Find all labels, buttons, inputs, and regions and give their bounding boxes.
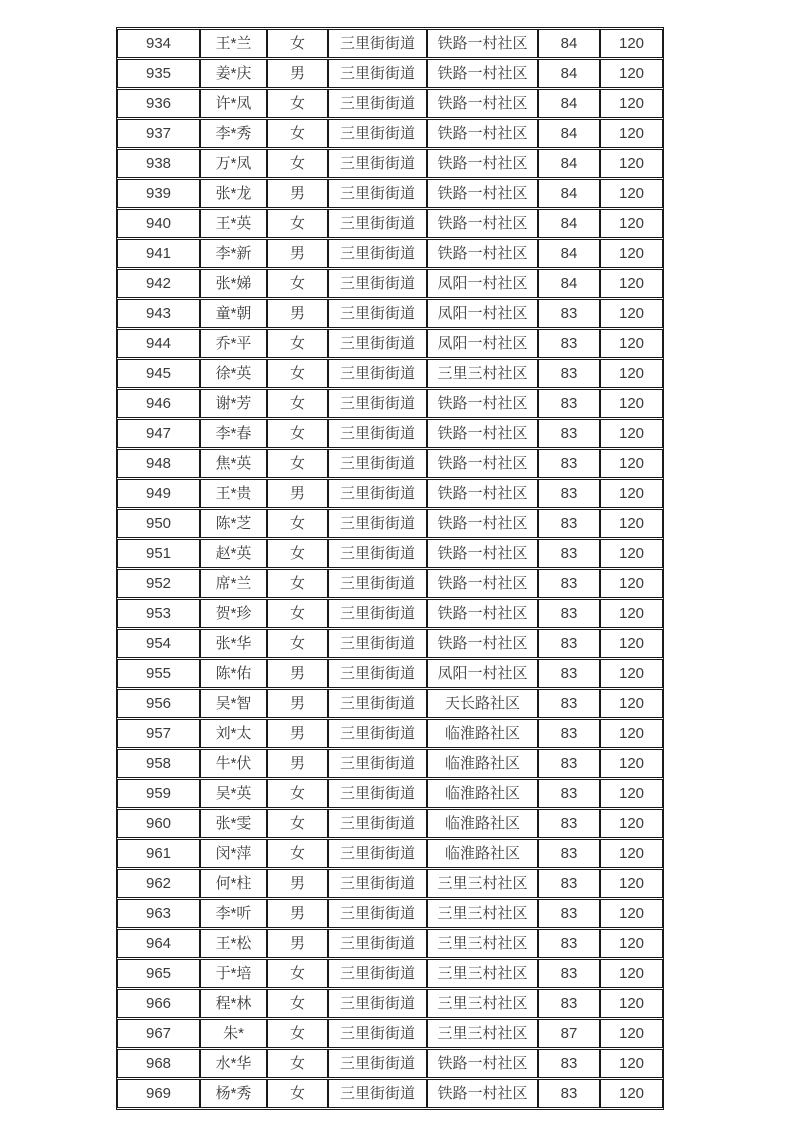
cell-community: 凤阳一村社区 [427, 299, 538, 328]
cell-gender: 女 [267, 509, 328, 538]
cell-full-score: 120 [600, 389, 663, 418]
table-row [117, 869, 663, 898]
cell-gender: 男 [267, 899, 328, 928]
cell-name: 许*凤 [200, 89, 267, 118]
cell-community: 铁路一村社区 [427, 389, 538, 418]
cell-name: 张*娣 [200, 269, 267, 298]
table-row [117, 989, 663, 1018]
cell-street: 三里街街道 [328, 989, 427, 1018]
table-row [117, 569, 663, 598]
cell-serial-number: 947 [117, 419, 200, 448]
cell-community: 铁路一村社区 [427, 119, 538, 148]
cell-gender: 男 [267, 239, 328, 268]
cell-street: 三里街街道 [328, 149, 427, 178]
cell-full-score: 120 [600, 989, 663, 1018]
table-row [117, 599, 663, 628]
cell-full-score: 120 [600, 539, 663, 568]
cell-full-score: 120 [600, 1049, 663, 1078]
cell-community: 铁路一村社区 [427, 59, 538, 88]
table-row [117, 449, 663, 478]
table-row [117, 359, 663, 388]
cell-score: 83 [538, 929, 600, 958]
table-body [117, 29, 663, 1108]
cell-serial-number: 953 [117, 599, 200, 628]
table-row [117, 89, 663, 118]
cell-street: 三里街街道 [328, 659, 427, 688]
cell-community: 铁路一村社区 [427, 179, 538, 208]
cell-serial-number: 965 [117, 959, 200, 988]
cell-score: 83 [538, 629, 600, 658]
cell-community: 铁路一村社区 [427, 1049, 538, 1078]
cell-community: 铁路一村社区 [427, 1079, 538, 1108]
cell-street: 三里街街道 [328, 299, 427, 328]
cell-serial-number: 948 [117, 449, 200, 478]
cell-name: 吴*英 [200, 779, 267, 808]
cell-serial-number: 958 [117, 749, 200, 778]
cell-gender: 女 [267, 119, 328, 148]
table-row [117, 479, 663, 508]
cell-serial-number: 959 [117, 779, 200, 808]
cell-full-score: 120 [600, 689, 663, 718]
cell-gender: 女 [267, 419, 328, 448]
cell-full-score: 120 [600, 599, 663, 628]
cell-serial-number: 967 [117, 1019, 200, 1048]
table-row [117, 269, 663, 298]
cell-community: 铁路一村社区 [427, 599, 538, 628]
cell-gender: 女 [267, 569, 328, 598]
cell-serial-number: 945 [117, 359, 200, 388]
cell-full-score: 120 [600, 1079, 663, 1108]
table-row [117, 509, 663, 538]
cell-full-score: 120 [600, 929, 663, 958]
cell-gender: 女 [267, 629, 328, 658]
cell-name: 乔*平 [200, 329, 267, 358]
cell-serial-number: 936 [117, 89, 200, 118]
cell-street: 三里街街道 [328, 269, 427, 298]
cell-score: 84 [538, 89, 600, 118]
cell-full-score: 120 [600, 809, 663, 838]
cell-score: 83 [538, 959, 600, 988]
table-row [117, 59, 663, 88]
cell-street: 三里街街道 [328, 419, 427, 448]
table-row [117, 1079, 663, 1108]
cell-street: 三里街街道 [328, 359, 427, 388]
cell-street: 三里街街道 [328, 449, 427, 478]
cell-gender: 女 [267, 539, 328, 568]
cell-full-score: 120 [600, 269, 663, 298]
cell-street: 三里街街道 [328, 59, 427, 88]
table-row [117, 209, 663, 238]
cell-full-score: 120 [600, 419, 663, 448]
cell-serial-number: 935 [117, 59, 200, 88]
cell-gender: 女 [267, 1049, 328, 1078]
cell-community: 临淮路社区 [427, 839, 538, 868]
cell-name: 张*华 [200, 629, 267, 658]
cell-street: 三里街街道 [328, 209, 427, 238]
cell-full-score: 120 [600, 299, 663, 328]
cell-street: 三里街街道 [328, 1019, 427, 1048]
cell-community: 铁路一村社区 [427, 209, 538, 238]
cell-full-score: 120 [600, 89, 663, 118]
cell-full-score: 120 [600, 899, 663, 928]
cell-gender: 男 [267, 869, 328, 898]
cell-street: 三里街街道 [328, 479, 427, 508]
cell-serial-number: 957 [117, 719, 200, 748]
cell-score: 84 [538, 149, 600, 178]
cell-gender: 男 [267, 719, 328, 748]
cell-name: 闵*萍 [200, 839, 267, 868]
table-row [117, 689, 663, 718]
cell-full-score: 120 [600, 779, 663, 808]
cell-name: 张*雯 [200, 809, 267, 838]
cell-serial-number: 934 [117, 29, 200, 58]
cell-community: 三里三村社区 [427, 899, 538, 928]
cell-community: 铁路一村社区 [427, 89, 538, 118]
cell-community: 铁路一村社区 [427, 449, 538, 478]
table-row [117, 419, 663, 448]
cell-full-score: 120 [600, 239, 663, 268]
cell-score: 83 [538, 599, 600, 628]
cell-score: 83 [538, 749, 600, 778]
cell-serial-number: 937 [117, 119, 200, 148]
cell-gender: 男 [267, 59, 328, 88]
cell-community: 三里三村社区 [427, 959, 538, 988]
cell-community: 凤阳一村社区 [427, 659, 538, 688]
cell-gender: 女 [267, 449, 328, 478]
cell-street: 三里街街道 [328, 899, 427, 928]
cell-full-score: 120 [600, 659, 663, 688]
cell-name: 贺*珍 [200, 599, 267, 628]
cell-gender: 男 [267, 479, 328, 508]
cell-score: 83 [538, 689, 600, 718]
cell-score: 83 [538, 569, 600, 598]
cell-score: 83 [538, 869, 600, 898]
table-row [117, 749, 663, 778]
cell-score: 83 [538, 479, 600, 508]
cell-name: 牛*伏 [200, 749, 267, 778]
table-row [117, 29, 663, 58]
cell-score: 83 [538, 809, 600, 838]
cell-name: 姜*庆 [200, 59, 267, 88]
cell-serial-number: 949 [117, 479, 200, 508]
table-row [117, 239, 663, 268]
cell-street: 三里街街道 [328, 629, 427, 658]
cell-gender: 女 [267, 599, 328, 628]
cell-street: 三里街街道 [328, 689, 427, 718]
cell-community: 临淮路社区 [427, 749, 538, 778]
cell-full-score: 120 [600, 839, 663, 868]
cell-gender: 女 [267, 389, 328, 418]
cell-gender: 女 [267, 149, 328, 178]
cell-serial-number: 942 [117, 269, 200, 298]
cell-gender: 男 [267, 179, 328, 208]
cell-name: 童*朝 [200, 299, 267, 328]
cell-name: 李*听 [200, 899, 267, 928]
cell-street: 三里街街道 [328, 389, 427, 418]
cell-street: 三里街街道 [328, 779, 427, 808]
cell-score: 84 [538, 269, 600, 298]
cell-score: 83 [538, 359, 600, 388]
cell-community: 铁路一村社区 [427, 569, 538, 598]
cell-street: 三里街街道 [328, 509, 427, 538]
cell-name: 杨*秀 [200, 1079, 267, 1108]
table-row [117, 839, 663, 868]
cell-name: 王*英 [200, 209, 267, 238]
cell-gender: 女 [267, 989, 328, 1018]
cell-gender: 男 [267, 659, 328, 688]
cell-serial-number: 941 [117, 239, 200, 268]
cell-street: 三里街街道 [328, 179, 427, 208]
cell-full-score: 120 [600, 749, 663, 778]
cell-street: 三里街街道 [328, 869, 427, 898]
cell-community: 铁路一村社区 [427, 149, 538, 178]
cell-community: 铁路一村社区 [427, 239, 538, 268]
cell-serial-number: 961 [117, 839, 200, 868]
table-row [117, 659, 663, 688]
cell-name: 李*春 [200, 419, 267, 448]
cell-street: 三里街街道 [328, 539, 427, 568]
cell-score: 84 [538, 119, 600, 148]
cell-name: 水*华 [200, 1049, 267, 1078]
cell-name: 刘*太 [200, 719, 267, 748]
cell-full-score: 120 [600, 179, 663, 208]
cell-serial-number: 960 [117, 809, 200, 838]
cell-community: 铁路一村社区 [427, 509, 538, 538]
cell-street: 三里街街道 [328, 599, 427, 628]
cell-community: 临淮路社区 [427, 809, 538, 838]
cell-gender: 女 [267, 89, 328, 118]
cell-full-score: 120 [600, 569, 663, 598]
cell-name: 李*秀 [200, 119, 267, 148]
cell-serial-number: 963 [117, 899, 200, 928]
cell-gender: 女 [267, 1079, 328, 1108]
roster-table [116, 27, 664, 1110]
table-row [117, 719, 663, 748]
cell-gender: 女 [267, 779, 328, 808]
cell-name: 朱* [200, 1019, 267, 1048]
cell-gender: 女 [267, 329, 328, 358]
table-row [117, 149, 663, 178]
table-row [117, 1049, 663, 1078]
cell-full-score: 120 [600, 869, 663, 898]
cell-community: 铁路一村社区 [427, 479, 538, 508]
cell-serial-number: 969 [117, 1079, 200, 1108]
cell-score: 83 [538, 989, 600, 1018]
cell-community: 三里三村社区 [427, 989, 538, 1018]
cell-gender: 女 [267, 1019, 328, 1048]
cell-full-score: 120 [600, 149, 663, 178]
cell-gender: 女 [267, 29, 328, 58]
cell-name: 王*贵 [200, 479, 267, 508]
cell-community: 临淮路社区 [427, 719, 538, 748]
cell-serial-number: 951 [117, 539, 200, 568]
cell-score: 83 [538, 389, 600, 418]
cell-name: 徐*英 [200, 359, 267, 388]
cell-gender: 女 [267, 839, 328, 868]
cell-community: 三里三村社区 [427, 1019, 538, 1048]
cell-name: 张*龙 [200, 179, 267, 208]
cell-score: 84 [538, 239, 600, 268]
cell-community: 铁路一村社区 [427, 29, 538, 58]
cell-full-score: 120 [600, 449, 663, 478]
cell-gender: 女 [267, 269, 328, 298]
cell-community: 三里三村社区 [427, 869, 538, 898]
cell-score: 83 [538, 299, 600, 328]
cell-serial-number: 940 [117, 209, 200, 238]
cell-name: 吴*智 [200, 689, 267, 718]
table-row [117, 119, 663, 148]
cell-street: 三里街街道 [328, 1049, 427, 1078]
cell-community: 铁路一村社区 [427, 539, 538, 568]
cell-full-score: 120 [600, 1019, 663, 1048]
table-row [117, 629, 663, 658]
cell-street: 三里街街道 [328, 839, 427, 868]
table-row [117, 539, 663, 568]
cell-serial-number: 966 [117, 989, 200, 1018]
cell-name: 李*新 [200, 239, 267, 268]
table-row [117, 959, 663, 988]
cell-street: 三里街街道 [328, 719, 427, 748]
cell-street: 三里街街道 [328, 1079, 427, 1108]
cell-community: 凤阳一村社区 [427, 329, 538, 358]
cell-serial-number: 955 [117, 659, 200, 688]
cell-serial-number: 952 [117, 569, 200, 598]
cell-street: 三里街街道 [328, 329, 427, 358]
cell-community: 三里三村社区 [427, 929, 538, 958]
cell-name: 赵*英 [200, 539, 267, 568]
table-row [117, 779, 663, 808]
cell-community: 临淮路社区 [427, 779, 538, 808]
cell-full-score: 120 [600, 359, 663, 388]
cell-gender: 女 [267, 809, 328, 838]
table-row [117, 809, 663, 838]
cell-street: 三里街街道 [328, 239, 427, 268]
cell-full-score: 120 [600, 629, 663, 658]
table-row [117, 929, 663, 958]
cell-community: 铁路一村社区 [427, 419, 538, 448]
table-row [117, 1019, 663, 1048]
cell-score: 84 [538, 29, 600, 58]
cell-name: 程*林 [200, 989, 267, 1018]
cell-score: 83 [538, 449, 600, 478]
cell-serial-number: 954 [117, 629, 200, 658]
cell-serial-number: 938 [117, 149, 200, 178]
cell-community: 三里三村社区 [427, 359, 538, 388]
cell-serial-number: 944 [117, 329, 200, 358]
cell-gender: 女 [267, 359, 328, 388]
cell-name: 何*柱 [200, 869, 267, 898]
cell-full-score: 120 [600, 719, 663, 748]
cell-full-score: 120 [600, 329, 663, 358]
cell-score: 83 [538, 329, 600, 358]
cell-full-score: 120 [600, 119, 663, 148]
table-row [117, 179, 663, 208]
table-row [117, 329, 663, 358]
cell-name: 谢*芳 [200, 389, 267, 418]
cell-gender: 男 [267, 689, 328, 718]
cell-street: 三里街街道 [328, 929, 427, 958]
cell-street: 三里街街道 [328, 89, 427, 118]
cell-serial-number: 962 [117, 869, 200, 898]
cell-score: 83 [538, 899, 600, 928]
cell-community: 铁路一村社区 [427, 629, 538, 658]
cell-serial-number: 946 [117, 389, 200, 418]
cell-name: 陈*芝 [200, 509, 267, 538]
cell-score: 83 [538, 1049, 600, 1078]
cell-gender: 男 [267, 929, 328, 958]
cell-score: 83 [538, 1079, 600, 1108]
cell-gender: 男 [267, 299, 328, 328]
cell-score: 87 [538, 1019, 600, 1048]
cell-street: 三里街街道 [328, 119, 427, 148]
cell-street: 三里街街道 [328, 569, 427, 598]
cell-street: 三里街街道 [328, 749, 427, 778]
cell-score: 83 [538, 419, 600, 448]
cell-score: 83 [538, 839, 600, 868]
cell-name: 陈*佑 [200, 659, 267, 688]
cell-gender: 男 [267, 749, 328, 778]
cell-name: 于*培 [200, 959, 267, 988]
cell-community: 天长路社区 [427, 689, 538, 718]
cell-serial-number: 968 [117, 1049, 200, 1078]
cell-serial-number: 956 [117, 689, 200, 718]
cell-serial-number: 939 [117, 179, 200, 208]
cell-full-score: 120 [600, 59, 663, 88]
cell-score: 83 [538, 719, 600, 748]
cell-street: 三里街街道 [328, 29, 427, 58]
cell-name: 万*凤 [200, 149, 267, 178]
cell-serial-number: 943 [117, 299, 200, 328]
cell-score: 83 [538, 659, 600, 688]
cell-gender: 女 [267, 209, 328, 238]
cell-full-score: 120 [600, 959, 663, 988]
cell-score: 84 [538, 59, 600, 88]
cell-name: 王*兰 [200, 29, 267, 58]
cell-name: 席*兰 [200, 569, 267, 598]
cell-score: 83 [538, 539, 600, 568]
cell-full-score: 120 [600, 29, 663, 58]
cell-name: 王*松 [200, 929, 267, 958]
cell-serial-number: 964 [117, 929, 200, 958]
table-row [117, 299, 663, 328]
cell-score: 84 [538, 179, 600, 208]
cell-full-score: 120 [600, 509, 663, 538]
cell-full-score: 120 [600, 209, 663, 238]
cell-score: 83 [538, 779, 600, 808]
cell-community: 凤阳一村社区 [427, 269, 538, 298]
cell-full-score: 120 [600, 479, 663, 508]
cell-score: 83 [538, 509, 600, 538]
cell-name: 焦*英 [200, 449, 267, 478]
cell-street: 三里街街道 [328, 809, 427, 838]
cell-gender: 女 [267, 959, 328, 988]
cell-serial-number: 950 [117, 509, 200, 538]
table-row [117, 899, 663, 928]
cell-street: 三里街街道 [328, 959, 427, 988]
table-row [117, 389, 663, 418]
cell-score: 84 [538, 209, 600, 238]
